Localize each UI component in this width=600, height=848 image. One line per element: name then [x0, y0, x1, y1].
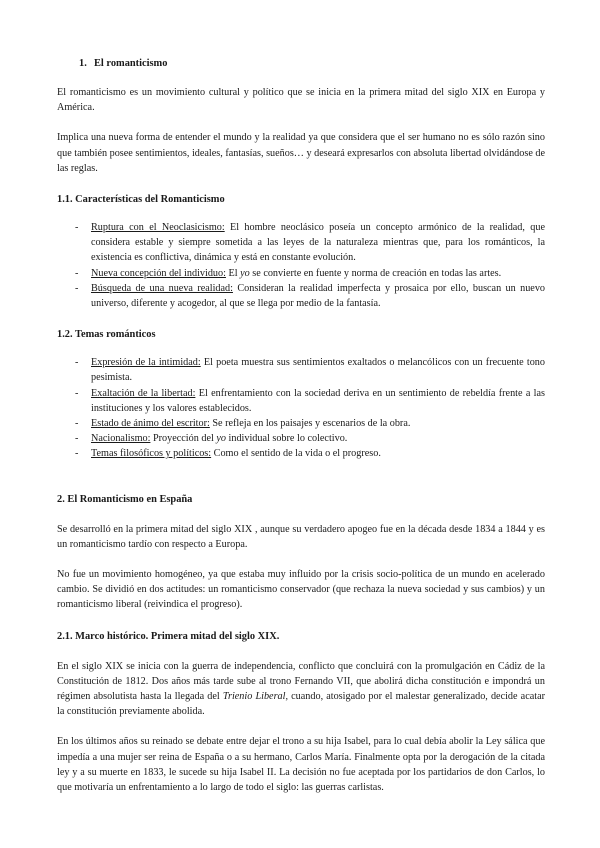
section-1-1-heading: 1.1. Características del Romanticismo [57, 194, 225, 206]
section-1-2-heading: 1.2. Temas románticos [57, 329, 156, 341]
list-item-term: Búsqueda de una nueva realidad: [91, 282, 233, 294]
section-2-1-paragraph-1 [57, 659, 545, 720]
section-1-paragraph-2: Implica una nueva forma de entender el mundo y la realidad ya que considera que el ser humano no es sólo razón sino que también posee sentimientos, ideales, fantasías, sueños… y deseará expresarlos con absoluta libertad olvidándose de las reglas. [57, 132, 546, 174]
list-item-text: se convierte en fuente y norma de creación en todas las artes. [249, 267, 502, 279]
list-item: - Expresión de la intimidad: El poeta muestra sus sentimientos exaltados o melancólicos con un frecuente tono pesimista. [75, 357, 545, 384]
section-1-title: El romanticismo [94, 58, 168, 69]
list-item-term: Ruptura con el Neoclasicismo: [91, 222, 225, 234]
themes-list [57, 355, 545, 461]
section-1-paragraph-1: El romanticismo es un movimiento cultural y político que se inicia en la primera mitad del siglo XIX en Europa y América. [57, 87, 545, 114]
list-item-italic: yo [240, 267, 250, 279]
list-item-term: Nueva concepción del individuo: [91, 267, 226, 279]
list-item: - Temas filosóficos y políticos: Como el sentido de la vida o el progreso. [75, 448, 381, 460]
section-1-heading [79, 57, 545, 71]
section-2-paragraph-2: No fue un movimiento homogéneo, ya que estaba muy influido por la crisis socio-política de un mundo en acelerado cambio. Se dividió en dos actitudes: un romanticismo conservador (que rechaza la nueva sociedad y sus cambios) y un romanticismo liberal (reivindica el progreso). [57, 569, 545, 611]
list-item-term: Nacionalismo: [91, 433, 151, 445]
paragraph-text: cuando, atosigado por el malestar generalizado, decide acatar la constitución previamente abolida. [57, 691, 545, 718]
section-2-1-paragraph-2: En los últimos años su reinado se debate entre dejar el trono a su hija Isabel, para lo cual debía abolir la Ley sálica que impedía a una mujer ser reina de España o a su hermano, Carlos María. Finalmente opta por la derogación de la citada ley y a su muerte en 1833, le sucede su hija Isabel II. La decisión no fue aceptada por los partidarios de don Carlos, lo que motivaría un enfrentamiento a lo largo de todo el siglo: las guerras carlistas. [57, 736, 545, 794]
list-item-text: Se refleja en los paisajes y escenarios de la obra. [209, 418, 411, 430]
list-item-text: Como el sentido de la vida o el progreso. [211, 448, 381, 460]
list-item-text: El enfrentamiento con la sociedad deriva en un sentimiento de rebeldía frente a las instituciones y los valores establecidos. [91, 387, 545, 414]
section-2-heading: 2. El Romanticismo en España [57, 493, 193, 505]
list-item-text: individual sobre lo colectivo. [225, 433, 348, 445]
list-item: - Ruptura con el Neoclasicismo: El hombre neoclásico poseía un concepto armónico de la realidad, que considera estable y siempre sometida a las leyes de la naturaleza mientras que, para los románticos, la existencia es conflictiva, dinámica y está en constante evolución. [75, 222, 545, 264]
list-item: - Nacionalismo: Proyección del yo individual sobre lo colectivo. [75, 433, 348, 445]
list-item-term: Temas filosóficos y políticos: [91, 448, 212, 460]
paragraph-text: En el siglo XIX se inicia con la guerra de independencia, conflicto que concluirá con la promulgación en Cádiz de la Constitución de 1812. Dos años más tarde sube al trono Fernando VII, que abolirá dicha constitución e impondrá un régimen absolutista hasta la llegada del [57, 660, 545, 703]
list-item-term: Expresión de la intimidad: [91, 357, 201, 369]
section-2-1-heading: 2.1. Marco histórico. Primera mitad del siglo XIX. [57, 630, 280, 642]
list-item: - Estado de ánimo del escritor: Se refleja en los paisajes y escenarios de la obra. [75, 418, 411, 430]
list-item-term: Estado de ánimo del escritor: [91, 418, 210, 430]
section-2-paragraph-1: Se desarrolló en la primera mitad del siglo XIX , aunque su verdadero apogeo fue en la década desde 1834 a 1844 y es un romanticismo tardío con respecto a Europa. [57, 523, 545, 550]
list-item-text: Consideran la realidad imperfecta y prosaica por ello, buscan un nuevo universo, diferente y acogedor, al que se llega por medio de la fantasía. [91, 282, 546, 310]
list-item-italic: yo [216, 433, 226, 445]
section-1-number: 1. [79, 58, 87, 69]
list-item: - Exaltación de la libertad: El enfrentamiento con la sociedad deriva en un sentimiento de rebeldía frente a las instituciones y los valores establecidos. [75, 387, 545, 414]
list-item-text: El poeta muestra sus sentimientos exaltados o melancólicos con un frecuente tono pesimista. [91, 357, 545, 384]
paragraph-italic: Trienio Liberal, [222, 691, 289, 703]
list-item: - Búsqueda de una nueva realidad: Consideran la realidad imperfecta y prosaica por ello, buscan un nuevo universo, diferente y acogedor, al que se llega por medio de la fantasía. [75, 282, 546, 310]
list-item-text: El hombre neoclásico poseía un concepto armónico de la realidad, que considera estable y siempre sometida a las leyes de la naturaleza mientras que, para los románticos, la existencia es conflictiva, dinámica y está en constante evolución. [91, 222, 545, 264]
characteristics-list [57, 220, 545, 311]
list-item-text: Proyección del [150, 433, 217, 445]
list-item: - Nueva concepción del individuo: El yo se convierte en fuente y norma de creación en todas las artes. [75, 267, 502, 279]
list-item-text: El [225, 267, 241, 279]
list-item-term: Exaltación de la libertad: [91, 387, 196, 399]
